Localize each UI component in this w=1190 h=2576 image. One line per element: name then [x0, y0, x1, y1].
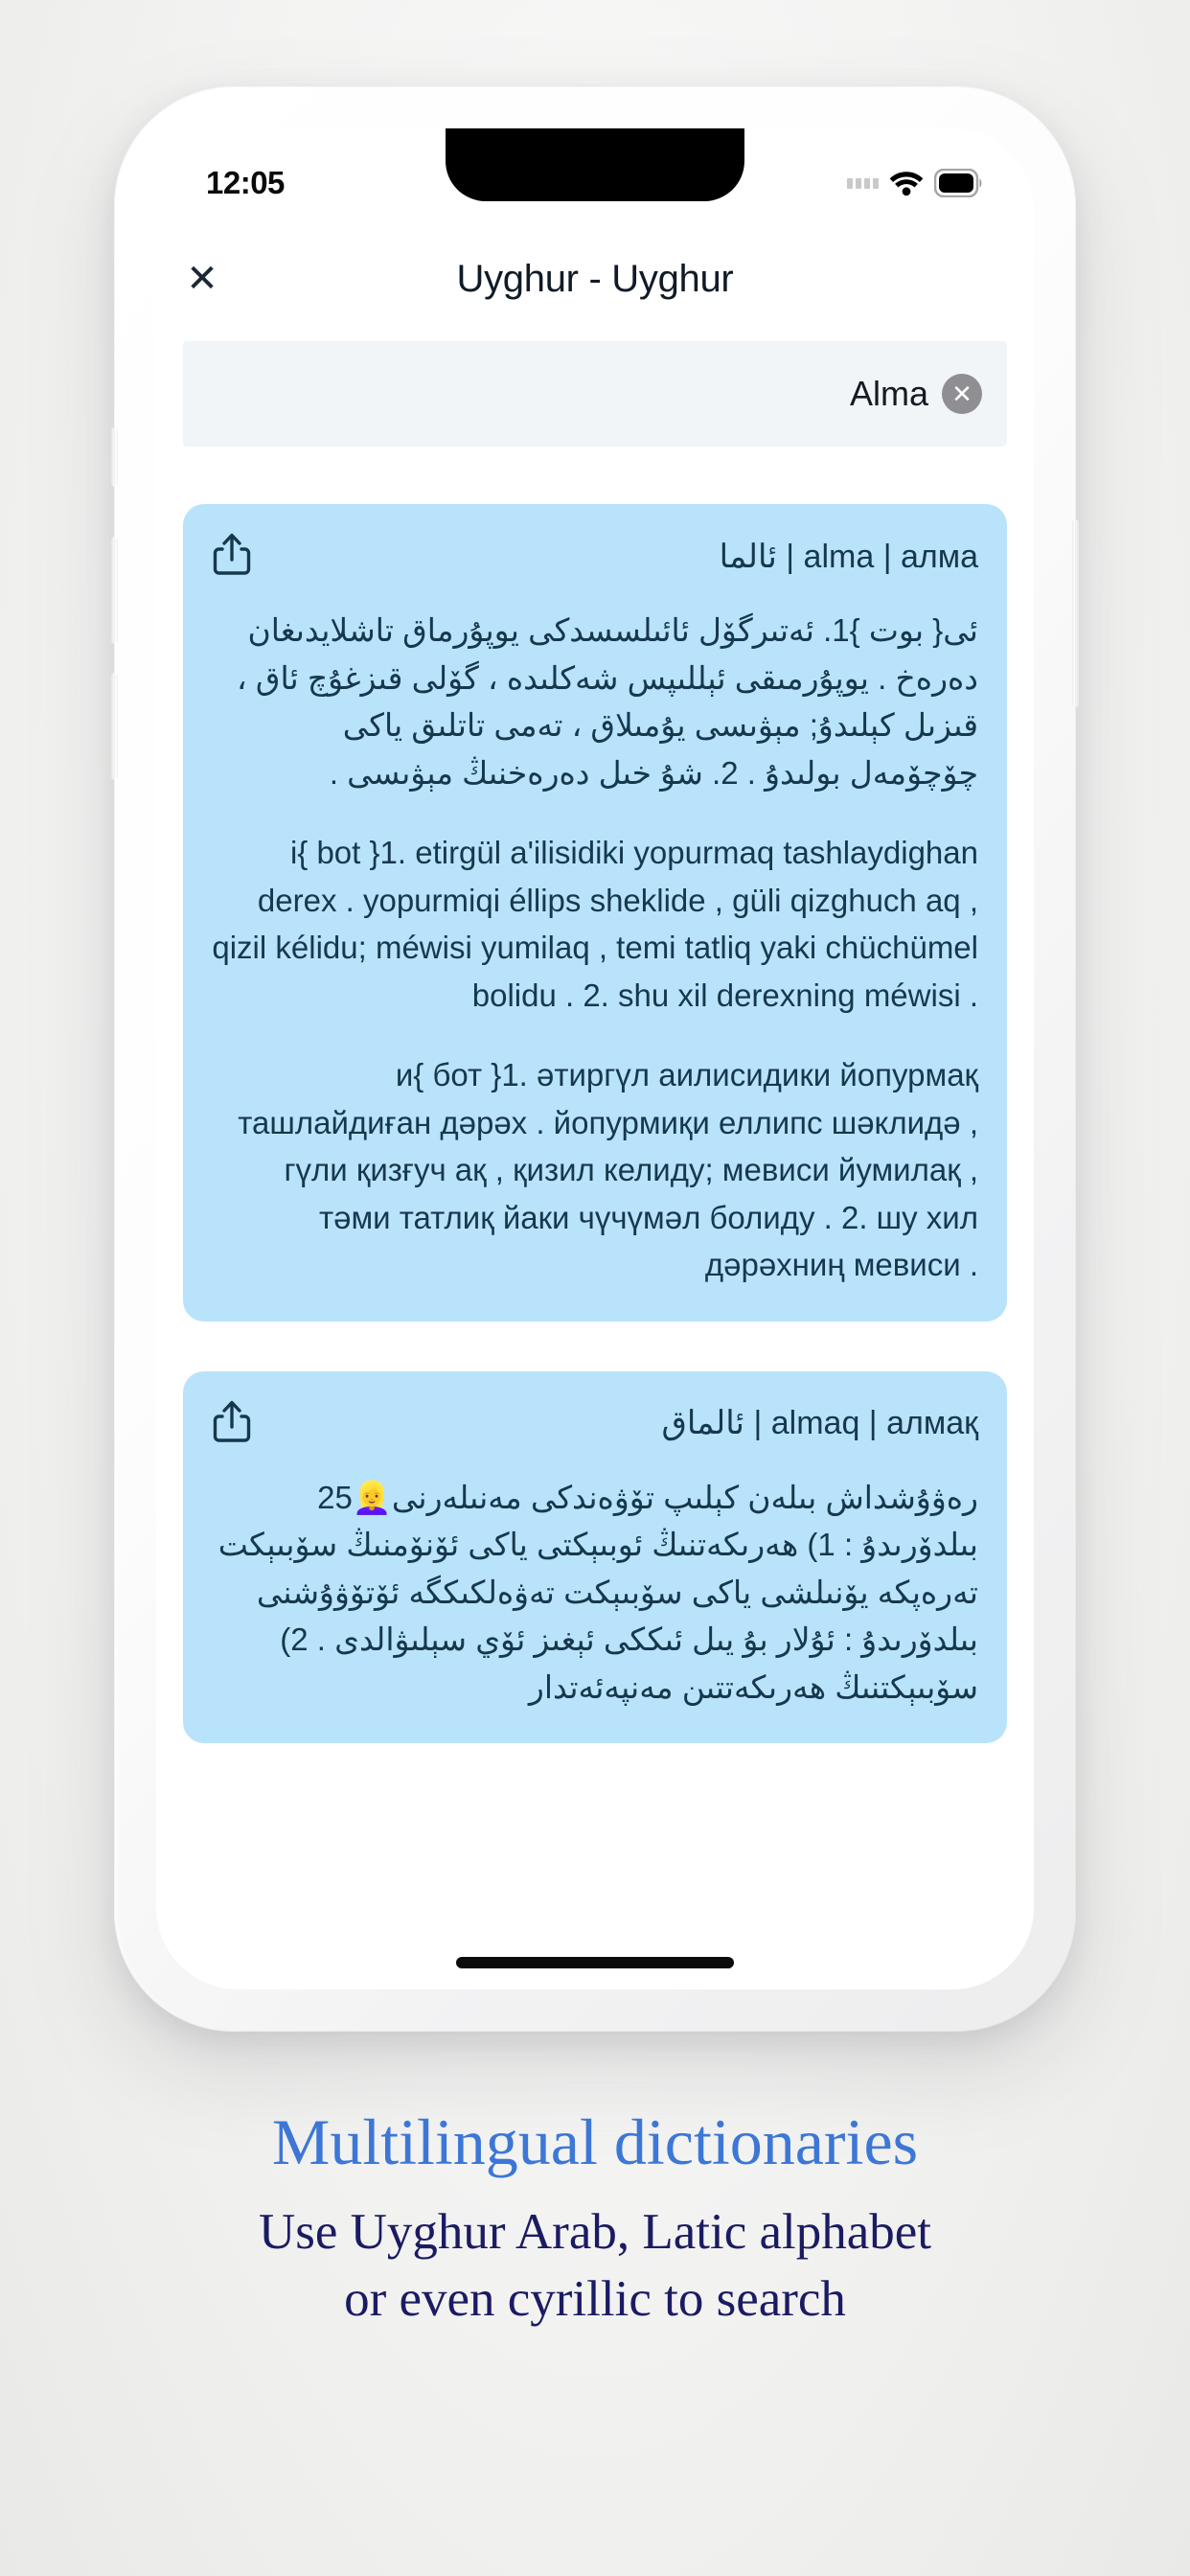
search-input-value: Alma [849, 374, 928, 413]
clear-circle-icon[interactable]: ✕ [942, 374, 982, 414]
signal-dots-icon [847, 178, 879, 189]
nav-header [156, 222, 1034, 335]
result-cyrillic-text: и{ бот }1. әтиргүл аилисидики йопурмақ ташлайдиған дәрәх . йопурмиқи еллипс шәклидә , гүли қизғуч ақ , қизил келиду; мевиси йумилақ , тәми татлиқ йаки чүчүмәл болиду . 2. шу хил дәрәхниң мевиси . [238, 1057, 978, 1282]
caption-subtitle-line2: or even cyrillic to search [344, 2271, 846, 2328]
page-title: Uyghur - Uyghur [456, 257, 734, 300]
silent-switch[interactable] [111, 427, 118, 487]
screen-bottom-area [156, 1905, 1034, 1990]
status-bar [156, 128, 1034, 222]
caption-subtitle-line1: Use Uyghur Arab, Latic alphabet [258, 2204, 932, 2261]
caption-block [0, 2104, 1190, 2334]
phone-mockup [97, 69, 1093, 2043]
status-time: 12:05 [206, 165, 285, 200]
volume-down-button[interactable] [111, 673, 118, 780]
result-arabic-text: ئى{ بوت }1. ئەتىرگۆل ئائىلسسدكى يوپۇرماق تاشلايدىغان دەرەخ . يوپۇرمىقى ئېللىپس شەكلىدە ، گۆلى قىزغۇچ ئاق ، قىزىل كېلىدۇ; مېۋىسى يۇمىلاق ، تەمى تاتلىق ياكى چۆچۆمەل بولىدۇ . 2. شۇ خىل دەرەخنىڭ مېۋىسى . [237, 612, 978, 791]
result-card-header [212, 531, 978, 582]
share-icon[interactable] [212, 1398, 252, 1449]
result-card-title: alma | алма | ئالما [719, 538, 978, 575]
battery-full-icon [934, 169, 984, 197]
status-icons [847, 153, 984, 197]
power-button[interactable] [1072, 519, 1079, 707]
home-indicator[interactable] [456, 1957, 734, 1968]
result-arabic-text: رەۋۇشداش بىلەن كېلىپ تۆۋەندكى مەنىلەرنى👱‍♀️25 بىلدۆرىدۇ : 1) ھەرىكەتنىڭ ئوبىېكتى ياكى ئۆنۆمنىڭ سۆبىېكت تەرەپكە يۆنىلشى ياكى سۆبىېكت تەۋەلكىكگە ئۆتۆۋۇشنى بىلدۆرىدۇ : ئۇلار بۇ يىل ئىككى ئېغىز ئۆي سېلىۋالدى . 2) سۆبىېكتنىڭ ھەرىكەتتىن مەنپەئەتدار [217, 1479, 978, 1705]
result-card[interactable] [183, 504, 1007, 1322]
share-icon[interactable] [212, 531, 252, 582]
results-list[interactable] [156, 504, 1034, 1990]
result-card-title: almaq | алмақ | ئالماق [661, 1405, 978, 1441]
volume-up-button[interactable] [111, 537, 118, 644]
wifi-icon [889, 170, 924, 196]
result-card[interactable] [183, 1371, 1007, 1744]
result-card-header [212, 1398, 978, 1449]
close-icon[interactable]: ✕ [186, 258, 218, 300]
result-latin-text: i{ bot }1. etirgül a'ilisidiki yopurmaq tashlaydighan derex . yopurmiqi éllips sheklide , güli qizghuch aq , qizil kélidu; méwisi yumilaq , temi tatliq yaki chüchümel bolidu . 2. shu xil derexning méwisi . [212, 835, 978, 1013]
search-row [156, 341, 1034, 447]
caption-heading: Multilingual dictionaries [271, 2105, 919, 2178]
search-input[interactable] [183, 341, 1007, 447]
phone-screen [156, 128, 1034, 1990]
phone-body [114, 86, 1076, 2032]
